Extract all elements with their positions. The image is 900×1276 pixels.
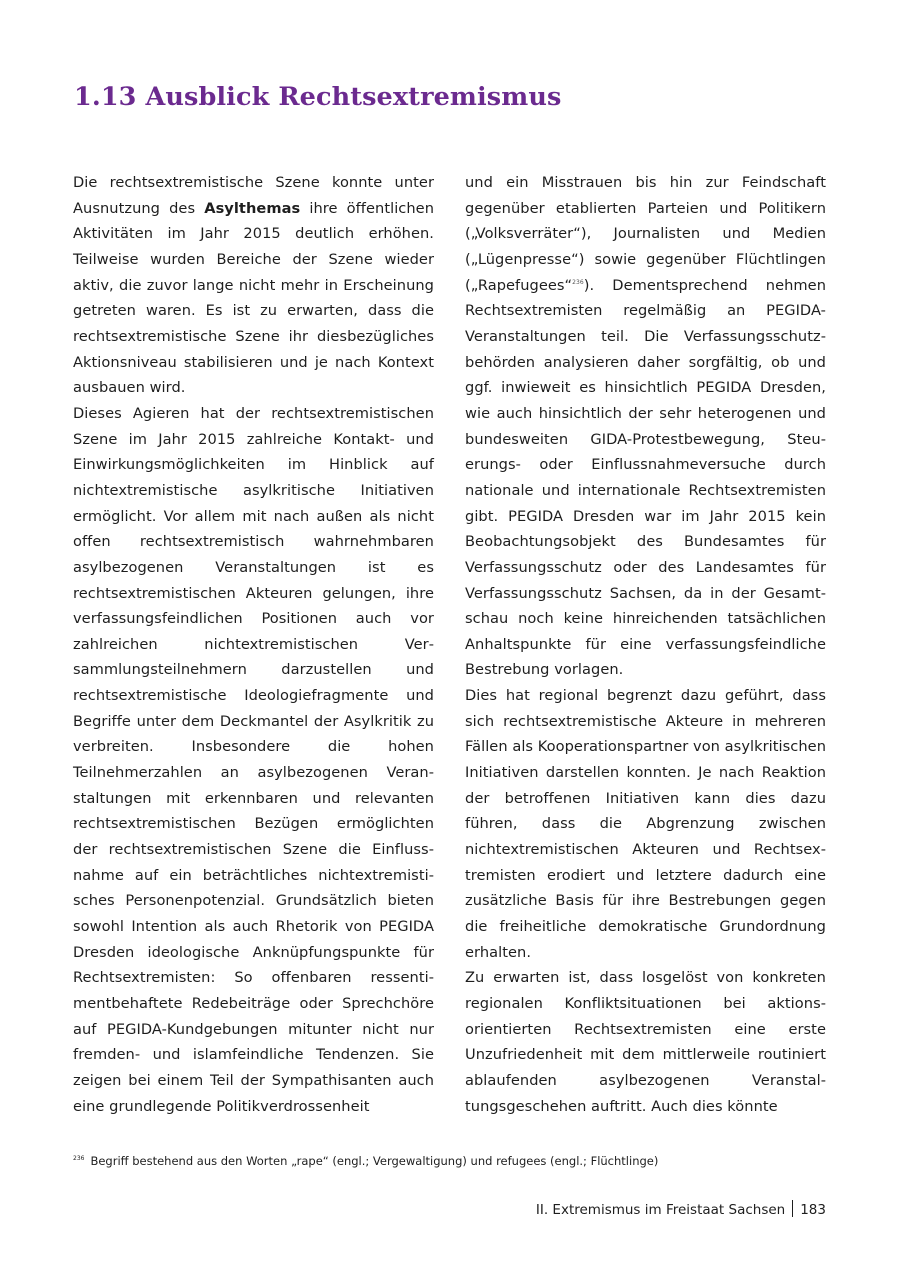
footnote-reference: 236 [572, 278, 584, 286]
footnote-text: Begriff bestehend aus den Worten „rape“ (engl.; Vergewaltigung) und refugees (engl.; Flüchtlinge) [90, 1154, 659, 1168]
text-column-left [73, 170, 434, 1119]
footer-divider [792, 1200, 793, 1217]
paragraph-text: und ein Misstrauen bis hin zur Feindschaft gegenüber etablierten Parteien und Politikern („Volksverräter“), Journalisten und Medien („Lügenpresse“) sowie gegenüber Flüchtlingen („Rapefugees“ [465, 174, 826, 294]
paragraph-text: ihre öffentlichen Aktivitäten im Jahr 2015 deutlich erhöhen. Teilweise wurden Bereiche der Szene wieder aktiv, die zuvor lange nicht mehr in Erscheinung getreten waren. Es ist zu erwarten, dass die rechtsextremistische Szene ihr diesbezügliches Aktionsniveau stabilisieren und je nach Kontext ausbauen wird. [73, 199, 434, 397]
paragraph [73, 170, 434, 401]
footer-section-title: II. Extremismus im Freistaat Sachsen [535, 1202, 786, 1218]
paragraph: Dieses Agieren hat der rechtsextremistischen Szene im Jahr 2015 zahlreiche Kontakt- und Einwirkungsmöglichkeiten im Hinblick auf nichtextremistische asylkritische Initiativen ermöglicht. Vor allem mit nach außen als nicht offen rechtsextremistisch wahrnehmbaren asylbezogenen Veranstaltungen ist es rechtsextremistischen Akteuren gelungen, ihre verfassungsfeindlichen Positionen auch vor zahlreichen nichtextremistischen Versammlungsteilnehmern darzustellen und rechtsextremistische Ideologiefragmente und Begriffe unter dem Deckmantel der Asylkritik zu verbreiten. Insbesondere die hohen Teilnehmerzahlen an asylbezogenen Veranstaltungen mit erkennbaren und relevanten rechtsextremistischen Bezügen ermöglichten der rechtsextremistischen Szene die Einflussnahme auf ein beträchtliches nichtextremistisches Personenpotenzial. Grundsätzlich bieten sowohl Intention als auch Rhetorik von PEGIDA Dresden ideologische Anknüpfungspunkte für Rechtsextremisten: So offenbaren ressentimentbehaftete Redebeiträge oder Sprechchöre auf PEGIDA-Kundgebungen mitunter nicht nur fremden- und islamfeindliche Tendenzen. Sie zeigen bei einem Teil der Sympathisanten auch eine grundlegende Politikverdrossenheit [73, 404, 434, 1115]
page-number: 183 [800, 1202, 826, 1218]
paragraph [465, 170, 826, 683]
paragraph: Zu erwarten ist, dass losgelöst von konkreten regionalen Konfliktsituationen bei aktionsorientierten Rechtsextremisten eine erste Unzufriedenheit mit dem mittlerweile routiniert ablaufenden asylbezogenen Veranstaltungsgeschehen auftritt. Auch dies könnte [465, 969, 826, 1115]
paragraph: Dies hat regional begrenzt dazu geführt, dass sich rechtsextremistische Akteure in mehreren Fällen als Kooperationspartner von asylkritischen Initiativen darstellen konnten. Je nach Reaktion der betroffenen Initiativen kann dies dazu führen, dass die Abgrenzung zwischen nichtextremistischen Akteuren und Rechtsextremisten erodiert und letztere dadurch eine zusätzliche Basis für ihre Bestrebungen gegen die freiheitliche demokratische Grundordnung erhalten. [465, 687, 826, 961]
page-footer [536, 1200, 826, 1219]
footnote [73, 1151, 833, 1169]
page-title: 1.13 Ausblick Rechtsextremismus [74, 82, 562, 112]
emphasized-term: Asylthemas [204, 199, 301, 217]
paragraph-text: Die rechtsextremistische Szene konnte unter Ausnutzung des [73, 174, 434, 217]
text-column-right [465, 170, 826, 1119]
footnote-number: 236 [73, 1155, 85, 1162]
paragraph-text: ). Dementsprechend nehmen Rechtsextremisten regelmäßig an PEGIDA-Veranstaltungen teil. Die Verfassungsschutzbehörden analysieren daher sorgfältig, ob und ggf. inwieweit es hinsichtlich PEGIDA Dresden, wie auch hinsichtlich der sehr heterogenen und bundesweiten GIDA-Protestbewegung, Steuerungs- oder Einflussnahmeversuche durch nationale und internationale Rechtsextremisten gibt. PEGIDA Dresden war im Jahr 2015 kein Beobachtungsobjekt des Bundesamtes für Verfassungsschutz oder des Landesamtes für Verfassungsschutz Sachsen, da in der Gesamtschau noch keine hinreichenden tatsächlichen Anhaltspunkte für eine verfassungsfeindliche Bestrebung vorlagen. [465, 276, 826, 679]
